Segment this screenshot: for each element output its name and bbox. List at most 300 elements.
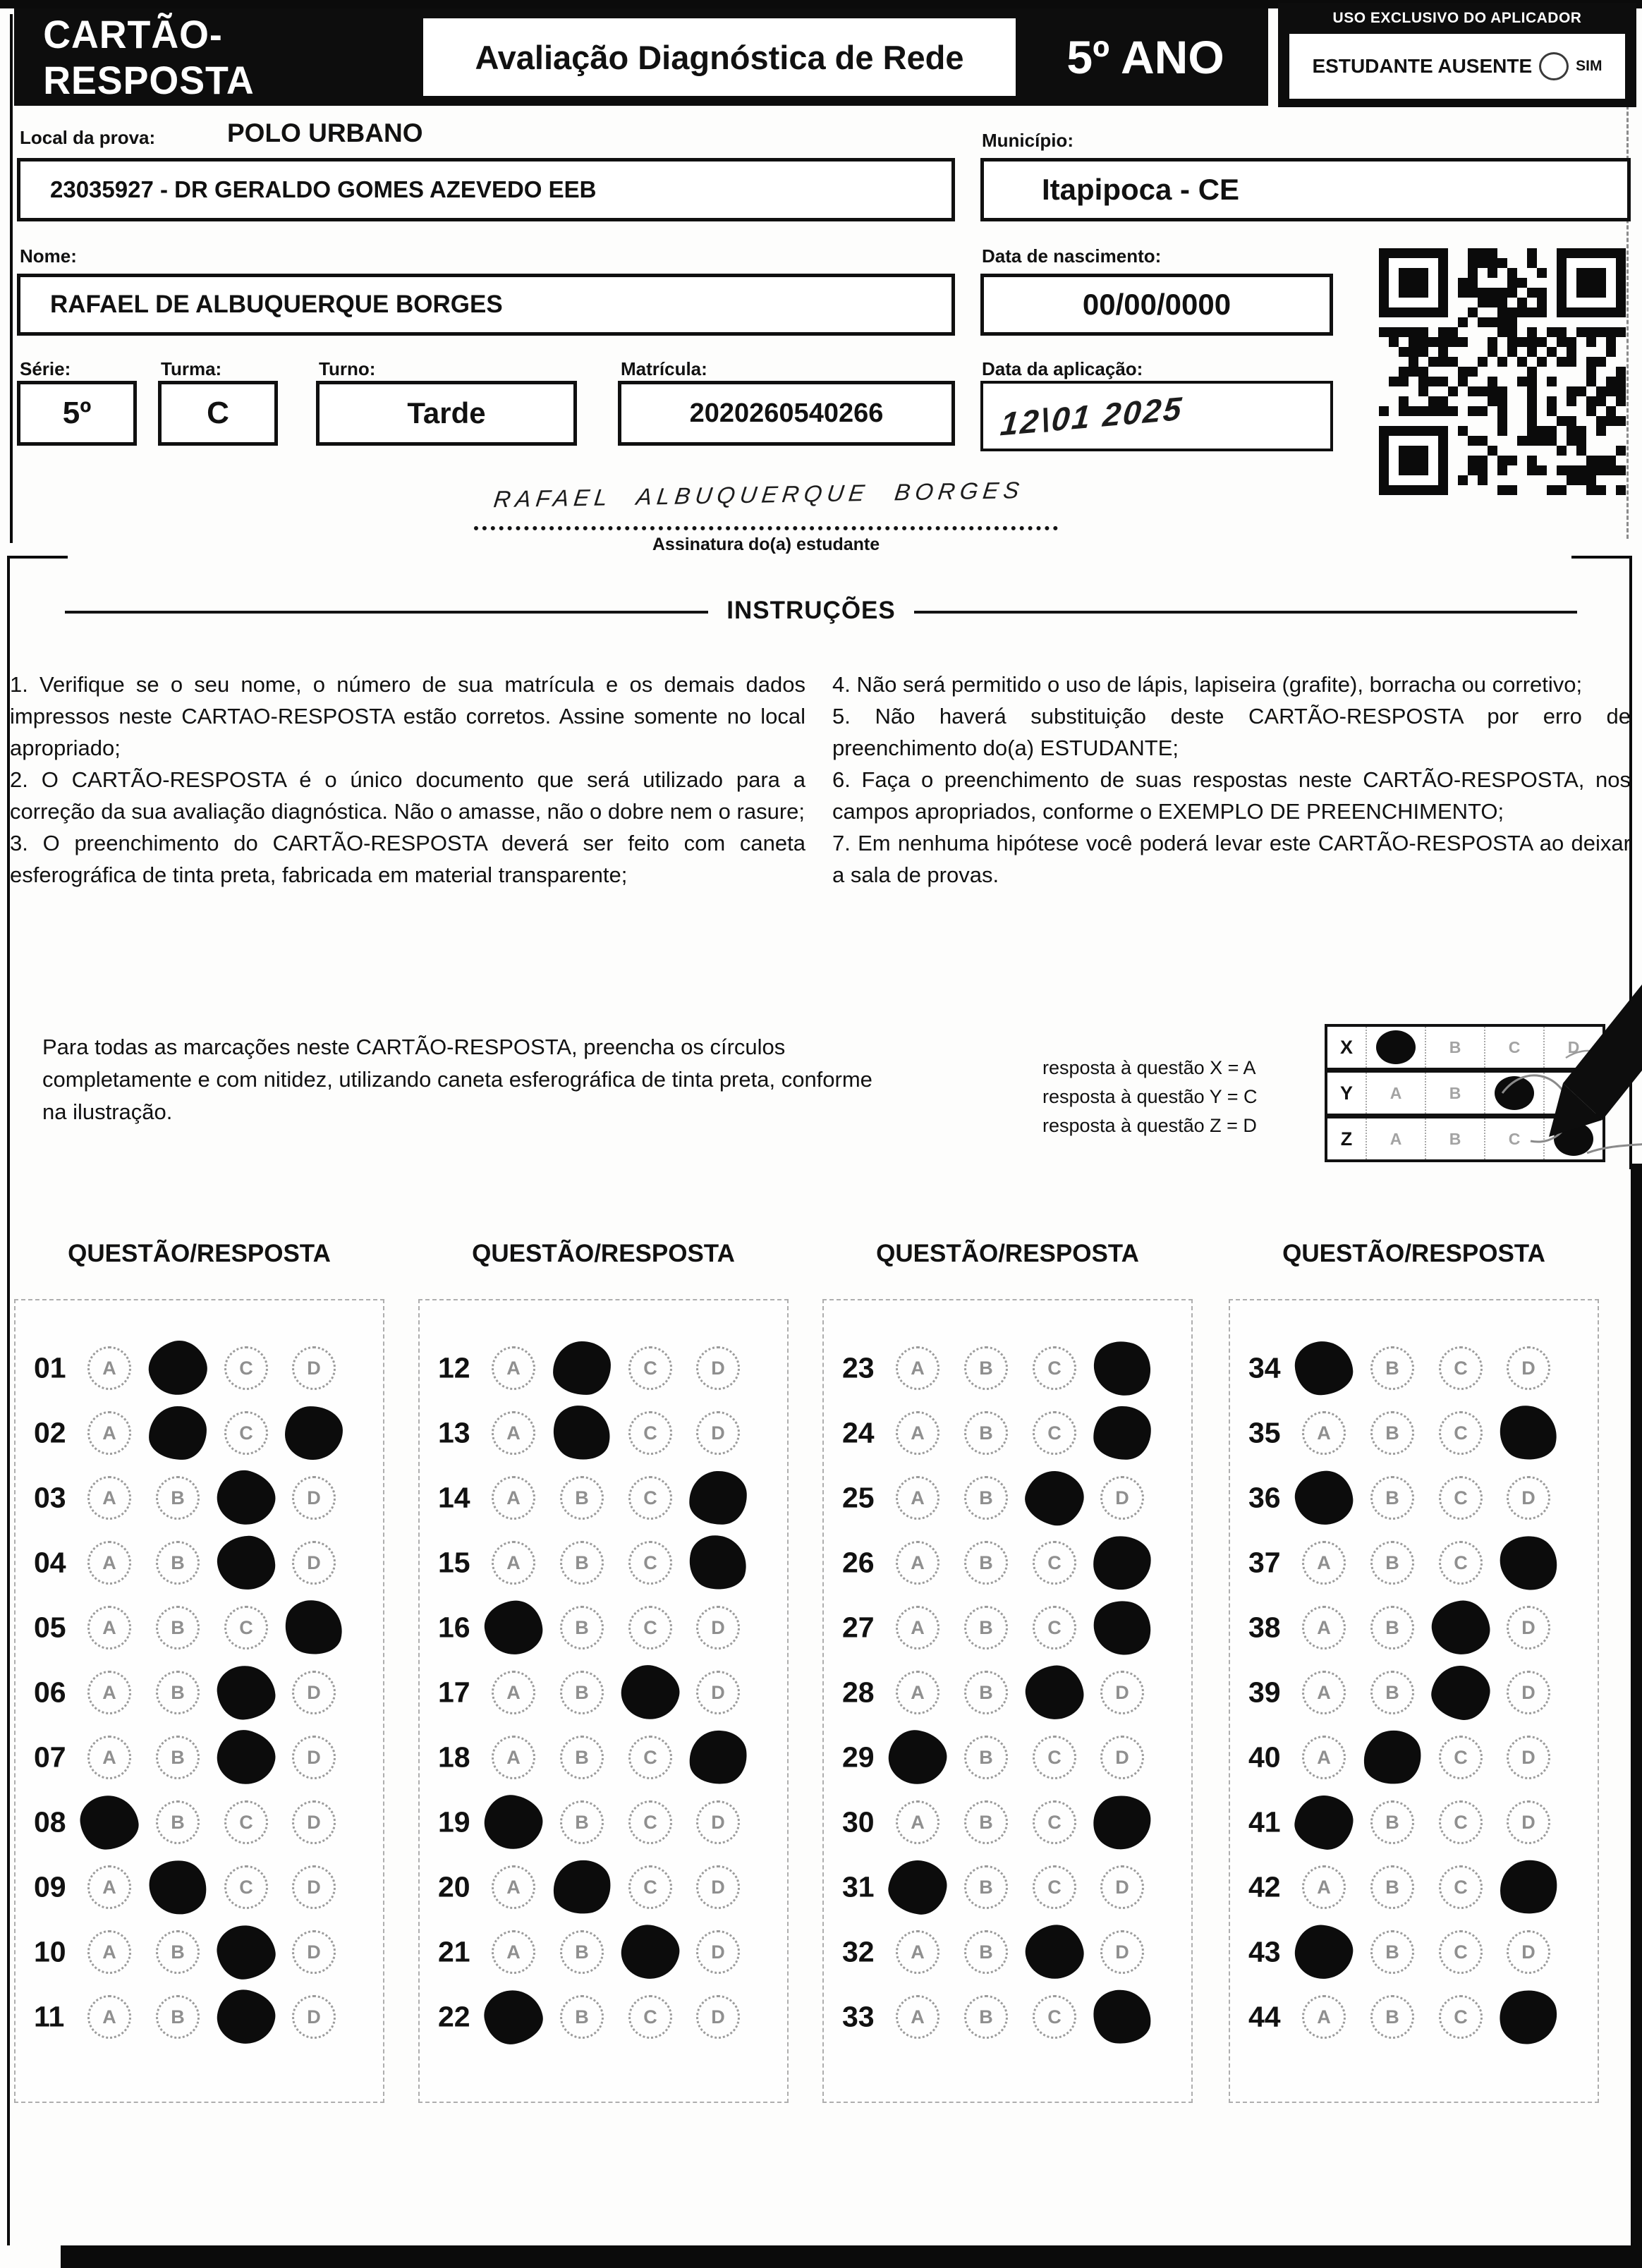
bubble-C[interactable]: C: [224, 1411, 268, 1455]
answer-row: [16, 1401, 383, 1465]
question-number: 35: [1248, 1416, 1281, 1449]
bubble-B[interactable]: B: [560, 1476, 604, 1520]
question-number: 32: [842, 1935, 875, 1968]
matricula-box: [618, 381, 955, 446]
question-number: 43: [1248, 1935, 1281, 1968]
turma-value: C: [207, 396, 229, 430]
bubble-D[interactable]: D: [292, 1476, 336, 1520]
example-cell-B: B: [1425, 1027, 1484, 1068]
bubble-A[interactable]: A: [1302, 1736, 1346, 1779]
question-number: 18: [438, 1740, 470, 1774]
example-cell-B: B: [1425, 1118, 1484, 1159]
example-cell-A: A: [1366, 1073, 1425, 1114]
answer-row: [16, 1984, 383, 2049]
question-number: 20: [438, 1870, 470, 1903]
municipio-value: Itapipoca - CE: [1042, 173, 1240, 206]
answer-row: [420, 1530, 787, 1595]
bubble-C[interactable]: C: [628, 1995, 672, 2039]
bubble-A[interactable]: A: [87, 1346, 131, 1390]
bubble-B[interactable]: B: [1370, 1800, 1414, 1844]
bubble-A[interactable]: A: [896, 1606, 939, 1650]
bubble-B[interactable]: B: [1370, 1346, 1414, 1390]
bubble-D-filled[interactable]: [1494, 1400, 1563, 1466]
bubble-A-filled[interactable]: [1291, 1792, 1356, 1853]
bubble-C[interactable]: C: [1439, 1346, 1483, 1390]
bubble-A[interactable]: A: [87, 1606, 131, 1650]
question-number: 14: [438, 1481, 470, 1514]
header-band: [14, 8, 1268, 106]
bubble-C[interactable]: C: [1033, 1995, 1076, 2039]
bubble-C[interactable]: C: [1033, 1606, 1076, 1650]
question-number: 38: [1248, 1611, 1281, 1644]
bubble-A[interactable]: A: [87, 1541, 131, 1585]
bubble-D-filled[interactable]: [1087, 1334, 1157, 1402]
bubble-B[interactable]: B: [560, 1671, 604, 1714]
bubble-B[interactable]: B: [560, 1541, 604, 1585]
bubble-D[interactable]: D: [696, 1606, 740, 1650]
bubble-B-filled[interactable]: [142, 1334, 213, 1403]
bubble-A[interactable]: A: [1302, 1995, 1346, 2039]
absent-label: ESTUDANTE AUSENTE: [1312, 55, 1533, 77]
question-number: 11: [34, 2000, 65, 2033]
aplicacao-box: [980, 381, 1333, 451]
list-item: resposta à questão Z = D: [1042, 1115, 1257, 1136]
list-item: 7. Em nenhuma hipótese você poderá levar este CARTÃO-RESPOSTA ao deixar a sala de provas.: [832, 831, 1631, 887]
bubble-B[interactable]: B: [156, 1800, 200, 1844]
bubble-C[interactable]: C: [224, 1800, 268, 1844]
answer-row: [824, 1725, 1191, 1790]
answer-row: [824, 1660, 1191, 1725]
bubble-B[interactable]: B: [1370, 1476, 1414, 1520]
bubble-C[interactable]: C: [1033, 1541, 1076, 1585]
bubble-B[interactable]: B: [156, 1930, 200, 1974]
question-number: 09: [34, 1870, 66, 1903]
list-item: 4. Não será permitido o uso de lápis, lapiseira (grafite), borracha ou corretivo;: [832, 672, 1583, 697]
bubble-C-filled[interactable]: [616, 1660, 684, 1724]
question-number: 01: [34, 1351, 66, 1384]
bubble-A[interactable]: A: [896, 1800, 939, 1844]
serie-label: Série:: [20, 358, 71, 379]
question-number: 15: [438, 1546, 470, 1579]
bubble-B[interactable]: B: [156, 1736, 200, 1779]
left-border-line: [10, 14, 13, 543]
answer-row: [16, 1920, 383, 1984]
bubble-A-filled[interactable]: [480, 1985, 547, 2049]
bubble-D-filled[interactable]: [1495, 1855, 1562, 1919]
instructions-rule-right: [914, 611, 1577, 614]
question-number: 04: [34, 1546, 66, 1579]
answer-row: [1230, 1401, 1598, 1465]
bubble-C[interactable]: C: [628, 1800, 672, 1844]
bubble-D[interactable]: D: [292, 1736, 336, 1779]
bubble-D[interactable]: D: [696, 1995, 740, 2039]
bubble-C[interactable]: C: [1033, 1411, 1076, 1455]
answer-row: [16, 1660, 383, 1725]
bubble-B-filled[interactable]: [148, 1406, 207, 1460]
bubble-A-filled[interactable]: [78, 1792, 142, 1852]
bubble-D[interactable]: D: [1507, 1606, 1550, 1650]
example-cell-D: D: [1543, 1027, 1603, 1068]
bubble-B-filled[interactable]: [1360, 1726, 1425, 1788]
answer-row: [420, 1855, 787, 1920]
question-number: 08: [34, 1805, 66, 1839]
bubble-D-filled[interactable]: [1091, 1534, 1153, 1592]
card-title: CARTÃO-RESPOSTA: [43, 12, 255, 102]
bubble-D-filled[interactable]: [1092, 1405, 1153, 1461]
bubble-D[interactable]: D: [292, 1995, 336, 2039]
answer-row: [420, 1725, 787, 1790]
bubble-A[interactable]: A: [1302, 1411, 1346, 1455]
bubble-D-filled[interactable]: [284, 1406, 343, 1460]
bubble-C[interactable]: C: [1033, 1346, 1076, 1390]
bubble-A[interactable]: A: [492, 1671, 535, 1714]
answer-row: [1230, 1336, 1598, 1401]
scan-bottom-bar: [61, 2245, 1642, 2268]
bubble-C[interactable]: C: [628, 1541, 672, 1585]
question-number: 33: [842, 2000, 875, 2033]
bubble-A[interactable]: A: [1302, 1541, 1346, 1585]
pencil-illustration: [1481, 973, 1642, 1185]
marking-note: Para todas as marcações neste CARTÃO-RESPOSTA, preencha os círculos completamente e com nitidez, utilizando caneta esferográfica de tinta preta, conforme na ilustração.: [42, 1035, 872, 1124]
question-number: 42: [1248, 1870, 1281, 1903]
bubble-A[interactable]: A: [87, 1411, 131, 1455]
bubble-C[interactable]: C: [1439, 1995, 1483, 2039]
bubble-B[interactable]: B: [560, 1995, 604, 2039]
bubble-B[interactable]: B: [964, 1606, 1008, 1650]
exclusive-use-label: USO EXCLUSIVO DO APLICADOR: [1332, 10, 1582, 26]
bubble-C[interactable]: C: [1033, 1736, 1076, 1779]
question-number: 34: [1248, 1351, 1281, 1384]
bubble-C[interactable]: C: [1033, 1800, 1076, 1844]
list-item: 2. O CARTÃO-RESPOSTA é o único documento que será utilizado para a correção da sua avaliação diagnóstica. Não o amasse, não o dobre nem o rasure;: [10, 767, 805, 824]
bubble-A[interactable]: A: [492, 1476, 535, 1520]
bubble-B[interactable]: B: [964, 1865, 1008, 1909]
turma-box: [158, 381, 278, 446]
bubble-B-filled[interactable]: [145, 1855, 211, 1918]
local-value: POLO URBANO: [227, 118, 423, 147]
bubble-C-filled[interactable]: [1429, 1597, 1493, 1657]
bubble-D-filled[interactable]: [688, 1470, 748, 1526]
bubble-A[interactable]: A: [87, 1930, 131, 1974]
bubble-D[interactable]: D: [696, 1800, 740, 1844]
example-cell-B: B: [1425, 1073, 1484, 1114]
bubble-D[interactable]: D: [696, 1671, 740, 1714]
bubble-B[interactable]: B: [156, 1995, 200, 2039]
bubble-C[interactable]: C: [628, 1476, 672, 1520]
bubble-D[interactable]: D: [1507, 1930, 1550, 1974]
answer-row: [824, 1920, 1191, 1984]
bubble-C-filled[interactable]: [211, 1464, 281, 1532]
bubble-C-filled[interactable]: [215, 1664, 277, 1722]
question-number: 03: [34, 1481, 66, 1514]
bubble-B[interactable]: B: [560, 1736, 604, 1779]
bubble-B[interactable]: B: [156, 1476, 200, 1520]
bubble-A[interactable]: A: [492, 1346, 535, 1390]
bubble-D[interactable]: D: [292, 1800, 336, 1844]
answer-row: [16, 1465, 383, 1530]
question-number: 21: [438, 1935, 470, 1968]
bubble-D[interactable]: D: [696, 1930, 740, 1974]
bubble-B[interactable]: B: [964, 1476, 1008, 1520]
bubble-B[interactable]: B: [156, 1541, 200, 1585]
answer-row: [16, 1725, 383, 1790]
nome-label: Nome:: [20, 245, 77, 267]
question-number: 22: [438, 2000, 470, 2033]
bubble-A-filled[interactable]: [1293, 1469, 1355, 1528]
bubble-B[interactable]: B: [1370, 1865, 1414, 1909]
bubble-D-filled[interactable]: [1495, 1984, 1563, 2049]
bubble-A-filled[interactable]: [885, 1857, 950, 1918]
bubble-C-filled[interactable]: [1020, 1465, 1089, 1531]
bubble-B[interactable]: B: [560, 1606, 604, 1650]
frame-corner-left: [7, 556, 68, 559]
bubble-B[interactable]: B: [964, 1800, 1008, 1844]
bubble-C[interactable]: C: [628, 1411, 672, 1455]
answer-column-header: QUESTÃO/RESPOSTA: [876, 1240, 1139, 1267]
bubble-C-filled[interactable]: [1021, 1920, 1088, 1984]
bubble-A[interactable]: A: [492, 1541, 535, 1585]
bubble-D[interactable]: D: [292, 1346, 336, 1390]
bubble-A[interactable]: A: [492, 1411, 535, 1455]
bubble-C[interactable]: C: [628, 1865, 672, 1909]
bubble-A-filled[interactable]: [480, 1791, 547, 1853]
answer-row: [16, 1855, 383, 1920]
answer-row: [16, 1790, 383, 1855]
bubble-C[interactable]: C: [1439, 1865, 1483, 1909]
nascimento-label: Data de nascimento:: [982, 245, 1162, 267]
answer-row: [1230, 1465, 1598, 1530]
bubble-D[interactable]: D: [292, 1671, 336, 1714]
question-number: 17: [438, 1676, 470, 1709]
bubble-D-filled[interactable]: [1090, 1791, 1155, 1853]
bubble-D[interactable]: D: [1507, 1476, 1550, 1520]
bubble-B[interactable]: B: [964, 1736, 1008, 1779]
bubble-D-filled[interactable]: [1495, 1530, 1562, 1595]
bubble-C[interactable]: C: [224, 1346, 268, 1390]
question-number: 24: [842, 1416, 875, 1449]
bubble-D[interactable]: D: [1507, 1800, 1550, 1844]
bubble-C-filled[interactable]: [214, 1987, 279, 2048]
answer-row: [420, 1984, 787, 2049]
example-row-label: Y: [1339, 1082, 1353, 1104]
bubble-C[interactable]: C: [1439, 1930, 1483, 1974]
bubble-D-filled[interactable]: [1090, 1987, 1153, 2047]
bubble-D[interactable]: D: [292, 1865, 336, 1909]
frame-corner-right: [1571, 556, 1632, 559]
answer-row: [824, 1401, 1191, 1465]
bubble-B[interactable]: B: [1370, 1671, 1414, 1714]
bubble-A[interactable]: A: [896, 1541, 939, 1585]
answer-column: [14, 1299, 384, 2103]
answer-row: [16, 1530, 383, 1595]
question-number: 02: [34, 1416, 66, 1449]
bubble-B[interactable]: B: [964, 1930, 1008, 1974]
bubble-B[interactable]: B: [1370, 1995, 1414, 2039]
bubble-B-filled[interactable]: [552, 1341, 611, 1395]
bubble-A[interactable]: A: [492, 1736, 535, 1779]
bubble-C-filled[interactable]: [618, 1922, 683, 1983]
bubble-A[interactable]: A: [1302, 1606, 1346, 1650]
scan-right-bar: [1631, 1164, 1642, 2268]
bubble-C[interactable]: C: [1439, 1476, 1483, 1520]
bubble-B[interactable]: B: [964, 1671, 1008, 1714]
bubble-A-filled[interactable]: [1294, 1340, 1354, 1396]
list-item: resposta à questão Y = C: [1042, 1086, 1258, 1107]
bubble-C[interactable]: C: [1439, 1736, 1483, 1779]
instructions-left: [10, 669, 805, 891]
bubble-D-filled[interactable]: [1088, 1595, 1156, 1659]
bubble-C[interactable]: C: [224, 1865, 268, 1909]
list-item: resposta à questão X = A: [1042, 1057, 1256, 1078]
nascimento-value: 00/00/0000: [1082, 288, 1232, 321]
nome-box: [17, 274, 955, 336]
bubble-C[interactable]: C: [1033, 1865, 1076, 1909]
bubble-D[interactable]: D: [1100, 1736, 1144, 1779]
answer-row: [1230, 1790, 1598, 1855]
bubble-D[interactable]: D: [1100, 1865, 1144, 1909]
answer-row: [420, 1790, 787, 1855]
question-number: 12: [438, 1351, 470, 1384]
bubble-D[interactable]: D: [696, 1865, 740, 1909]
bubble-C[interactable]: C: [628, 1346, 672, 1390]
bubble-A[interactable]: A: [492, 1865, 535, 1909]
answer-row: [1230, 1725, 1598, 1790]
bubble-B[interactable]: B: [560, 1930, 604, 1974]
local-label: Local da prova:: [20, 127, 156, 148]
answer-row: [420, 1920, 787, 1984]
bubble-B[interactable]: B: [1370, 1541, 1414, 1585]
bubble-C-filled[interactable]: [214, 1921, 279, 1983]
bubble-D-filled[interactable]: [686, 1727, 750, 1787]
bubble-A[interactable]: A: [896, 1671, 939, 1714]
absent-option-label: SIM: [1576, 58, 1603, 74]
bubble-D[interactable]: D: [292, 1930, 336, 1974]
bubble-B[interactable]: B: [964, 1346, 1008, 1390]
list-item: 5. Não haverá substituição deste CARTÃO-RESPOSTA por erro de preenchimento do(a) ESTUDANTE;: [832, 704, 1631, 760]
bubble-B[interactable]: B: [964, 1995, 1008, 2039]
bubble-D[interactable]: D: [1100, 1671, 1144, 1714]
bubble-A[interactable]: A: [896, 1411, 939, 1455]
bubble-C[interactable]: C: [224, 1606, 268, 1650]
bubble-D[interactable]: D: [292, 1541, 336, 1585]
aplicador-box: [1278, 3, 1636, 107]
serie-value: 5º: [62, 396, 92, 430]
answer-row: [824, 1595, 1191, 1660]
signature-handwriting: RAFAEL ALBUQUERQUE BORGES: [492, 477, 1026, 513]
bubble-C[interactable]: C: [628, 1736, 672, 1779]
bubble-D[interactable]: D: [1507, 1346, 1550, 1390]
bubble-D[interactable]: D: [1507, 1736, 1550, 1779]
bubble-B[interactable]: B: [1370, 1411, 1414, 1455]
question-number: 05: [34, 1611, 66, 1644]
bubble-A[interactable]: A: [1302, 1865, 1346, 1909]
bubble-B[interactable]: B: [1370, 1930, 1414, 1974]
answer-column-header: QUESTÃO/RESPOSTA: [1282, 1240, 1545, 1267]
answer-row: [420, 1660, 787, 1725]
bubble-A[interactable]: A: [896, 1476, 939, 1520]
list-item: 1. Verifique se o seu nome, o número de sua matrícula e os demais dados impressos neste CARTAO-RESPOSTA estão corretos. Assine somente no local apropriado;: [10, 672, 805, 760]
aplicacao-handwriting: 12\01 2025: [999, 389, 1186, 443]
bubble-A[interactable]: A: [87, 1671, 131, 1714]
answer-column: [418, 1299, 789, 2103]
bubble-B-filled[interactable]: [547, 1399, 617, 1467]
question-number: 41: [1248, 1805, 1281, 1839]
bubble-A[interactable]: A: [87, 1736, 131, 1779]
instructions-right: [832, 669, 1631, 891]
signature-label: Assinatura do(a) estudante: [652, 535, 880, 554]
question-number: 13: [438, 1416, 470, 1449]
bubble-C[interactable]: C: [1439, 1800, 1483, 1844]
bubble-C[interactable]: C: [1439, 1411, 1483, 1455]
question-number: 37: [1248, 1546, 1281, 1579]
bubble-A-filled[interactable]: [1292, 1922, 1355, 1982]
bubble-D[interactable]: D: [1100, 1930, 1144, 1974]
municipio-label: Município:: [982, 130, 1074, 151]
answer-column: [1229, 1299, 1599, 2103]
bubble-A[interactable]: A: [896, 1930, 939, 1974]
answer-row: [1230, 1855, 1598, 1920]
question-number: 25: [842, 1481, 875, 1514]
bubble-A[interactable]: A: [896, 1995, 939, 2039]
bubble-D-filled[interactable]: [683, 1530, 753, 1596]
question-number: 30: [842, 1805, 875, 1839]
bubble-B[interactable]: B: [156, 1606, 200, 1650]
answer-row: [1230, 1595, 1598, 1660]
bubble-A[interactable]: A: [492, 1930, 535, 1974]
answer-column-header: QUESTÃO/RESPOSTA: [68, 1240, 331, 1267]
exam-title: Avaliação Diagnóstica de Rede: [475, 38, 964, 76]
bubble-C-filled[interactable]: [1428, 1661, 1494, 1724]
bubble-B[interactable]: B: [560, 1800, 604, 1844]
bubble-B-filled[interactable]: [549, 1856, 615, 1918]
answer-row: [824, 1855, 1191, 1920]
bubble-D[interactable]: D: [696, 1346, 740, 1390]
answer-row: [1230, 1984, 1598, 2049]
school-box: [17, 158, 955, 221]
bubble-D[interactable]: D: [1507, 1671, 1550, 1714]
signature-line[interactable]: [474, 494, 1058, 530]
bubble-C-filled[interactable]: [1023, 1662, 1087, 1722]
bubble-B[interactable]: B: [156, 1671, 200, 1714]
bubble-C[interactable]: C: [1439, 1541, 1483, 1585]
bubble-A[interactable]: A: [87, 1476, 131, 1520]
answer-row: [420, 1595, 787, 1660]
bubble-A-filled[interactable]: [482, 1599, 545, 1657]
question-number: 16: [438, 1611, 470, 1644]
question-number: 28: [842, 1676, 875, 1709]
bubble-B[interactable]: B: [1370, 1606, 1414, 1650]
bubble-D-filled[interactable]: [279, 1595, 348, 1661]
answer-row: [420, 1465, 787, 1530]
answer-row: [824, 1984, 1191, 2049]
instructions-title: INSTRUÇÕES: [726, 597, 896, 624]
answer-column-header: QUESTÃO/RESPOSTA: [472, 1240, 735, 1267]
bubble-C-filled[interactable]: [216, 1535, 276, 1591]
bubble-A[interactable]: A: [87, 1995, 131, 2039]
bubble-A[interactable]: A: [896, 1346, 939, 1390]
bubble-B[interactable]: B: [964, 1541, 1008, 1585]
bubble-D[interactable]: D: [1100, 1476, 1144, 1520]
bubble-A[interactable]: A: [1302, 1671, 1346, 1714]
bubble-A-filled[interactable]: [884, 1726, 951, 1788]
bubble-B[interactable]: B: [964, 1411, 1008, 1455]
absent-circle[interactable]: [1539, 52, 1569, 80]
bubble-D[interactable]: D: [696, 1411, 740, 1455]
question-number: 31: [842, 1870, 875, 1903]
bubble-C-filled[interactable]: [212, 1725, 280, 1789]
bubble-A[interactable]: A: [87, 1865, 131, 1909]
bubble-C[interactable]: C: [628, 1606, 672, 1650]
